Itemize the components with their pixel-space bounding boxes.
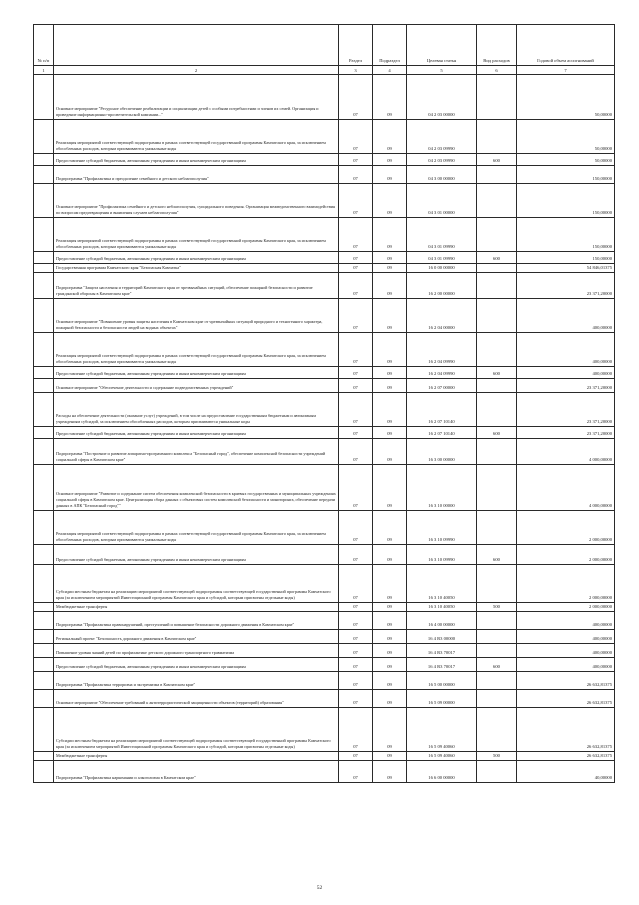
row-section-cell: 07	[339, 166, 373, 184]
row-name-cell: Предоставление субсидий бюджетным, автономным учреждениям и иным некоммерческим организациям	[54, 658, 339, 672]
row-article-cell: 16 4 R3 70017	[407, 644, 477, 658]
table-row	[34, 545, 615, 565]
row-subsection-cell: 09	[373, 252, 407, 264]
table-row	[34, 252, 615, 264]
row-section-cell: 07	[339, 273, 373, 299]
row-subsection-cell: 09	[373, 630, 407, 644]
table-row	[34, 690, 615, 708]
row-section-cell: 07	[339, 264, 373, 273]
row-subsection-cell: 09	[373, 465, 407, 511]
row-subsection-cell: 09	[373, 299, 407, 333]
row-expense-type-cell: 600	[477, 367, 517, 379]
row-subsection-cell: 09	[373, 708, 407, 752]
table-row	[34, 184, 615, 218]
row-expense-type-cell	[477, 273, 517, 299]
header-name	[54, 25, 339, 66]
row-number-cell	[34, 264, 54, 273]
header-amount: Годовой объем ассигнований	[517, 25, 615, 66]
row-number-cell	[34, 465, 54, 511]
row-article-cell: 16 2 07 10140	[407, 393, 477, 427]
row-name-cell: Реализация мероприятий соответствующей подпрограммы в рамках соответствующей государственной программы Камчатского края, за исключением обособленных расходов, которым присваиваются уникальные коды	[54, 333, 339, 367]
row-subsection-cell: 09	[373, 565, 407, 603]
row-name-cell: Основное мероприятие "Обеспечение требований к антитеррористической защищенности объектов (территорий) образования"	[54, 690, 339, 708]
table-row	[34, 672, 615, 690]
row-number-cell	[34, 644, 54, 658]
row-expense-type-cell	[477, 708, 517, 752]
table-row	[34, 379, 615, 393]
row-article-cell: 04 3 00 00000	[407, 166, 477, 184]
table-row	[34, 565, 615, 603]
row-expense-type-cell	[477, 565, 517, 603]
row-section-cell: 07	[339, 393, 373, 427]
row-subsection-cell: 09	[373, 672, 407, 690]
row-section-cell: 07	[339, 761, 373, 783]
row-name-cell: Подпрограмма "Профилактика правонарушений, преступлений и повышение безопасности дорожного движения в Камчатском крае"	[54, 612, 339, 630]
row-amount-cell: 50,00000	[517, 120, 615, 154]
row-number-cell	[34, 708, 54, 752]
row-article-cell: 16 5 00 00000	[407, 672, 477, 690]
row-number-cell	[34, 511, 54, 545]
row-expense-type-cell: 600	[477, 252, 517, 264]
row-section-cell: 07	[339, 120, 373, 154]
row-name-cell: Региональный проект "Безопасность дорожного движения в Камчатском крае"	[54, 630, 339, 644]
row-number-cell	[34, 218, 54, 252]
row-amount-cell: 26 632,81375	[517, 690, 615, 708]
row-name-cell: Субсидии местным бюджетам на реализацию мероприятий соответствующей подпрограммы соответствующей государственной программы Камчатского края (за исключением мероприятий Инвестиционной программы Камчатского края и субсидий, которым присвоены отдельные коды)	[54, 565, 339, 603]
budget-table	[33, 24, 615, 783]
row-number-cell	[34, 367, 54, 379]
row-number-cell	[34, 752, 54, 761]
row-expense-type-cell	[477, 75, 517, 120]
row-amount-cell: 400,00000	[517, 367, 615, 379]
budget-sheet	[33, 24, 614, 850]
row-section-cell: 07	[339, 184, 373, 218]
row-amount-cell: 150,00000	[517, 252, 615, 264]
row-name-cell: Межбюджетные трансферты	[54, 752, 339, 761]
row-name-cell: Основное мероприятие "Ресурсное обеспечение реабилитации и социализации детей с особыми потребностями и членов их семей. Организация и проведение информационно-просветительской кампании..."	[54, 75, 339, 120]
row-expense-type-cell: 600	[477, 154, 517, 166]
row-subsection-cell: 09	[373, 154, 407, 166]
table-row	[34, 218, 615, 252]
row-number-cell	[34, 690, 54, 708]
column-number: 1	[34, 66, 54, 75]
row-subsection-cell: 09	[373, 612, 407, 630]
column-number: 4	[373, 66, 407, 75]
row-article-cell: 16 2 00 00000	[407, 273, 477, 299]
row-name-cell: Основное мероприятие "Профилактика семейного и детского неблагополучия, суицидального поведения. Организация межведомственного взаимодействия по вопросам предотвращения и выявления случаев неблагополучия"	[54, 184, 339, 218]
row-expense-type-cell	[477, 166, 517, 184]
row-expense-type-cell	[477, 393, 517, 427]
row-section-cell: 07	[339, 752, 373, 761]
table-row	[34, 299, 615, 333]
row-number-cell	[34, 166, 54, 184]
row-expense-type-cell: 500	[477, 752, 517, 761]
row-article-cell: 16 2 04 00000	[407, 299, 477, 333]
row-number-cell	[34, 379, 54, 393]
table-row	[34, 393, 615, 427]
row-amount-cell: 2 000,00000	[517, 565, 615, 603]
row-expense-type-cell	[477, 333, 517, 367]
row-subsection-cell: 09	[373, 393, 407, 427]
column-number: 3	[339, 66, 373, 75]
row-expense-type-cell	[477, 630, 517, 644]
header-section: Раздел	[339, 25, 373, 66]
row-number-cell	[34, 672, 54, 690]
row-amount-cell: 23 371,20000	[517, 393, 615, 427]
row-name-cell: Предоставление субсидий бюджетным, автономным учреждениям и иным некоммерческим организациям	[54, 252, 339, 264]
row-expense-type-cell	[477, 120, 517, 154]
row-article-cell: 16 0 00 00000	[407, 264, 477, 273]
row-expense-type-cell	[477, 761, 517, 783]
row-expense-type-cell	[477, 511, 517, 545]
row-expense-type-cell	[477, 184, 517, 218]
row-expense-type-cell	[477, 612, 517, 630]
column-number: 2	[54, 66, 339, 75]
row-article-cell: 04 2 03 00000	[407, 75, 477, 120]
row-name-cell: Основное мероприятие "Развитие и содержание систем обеспечения комплексной безопасности в краевых государственных и муниципальных учреждениях социальной сферы в Камчатском крае. Централизация сбора данных с объектовых систем комплексной безопасности и мониторинга, обеспечение передачи данных в АПК "Безопасный город""	[54, 465, 339, 511]
row-name-cell: Предоставление субсидий бюджетным, автономным учреждениям и иным некоммерческим организациям	[54, 154, 339, 166]
row-amount-cell: 400,00000	[517, 612, 615, 630]
table-row	[34, 273, 615, 299]
header-expense-type: Вид расходов	[477, 25, 517, 66]
row-number-cell	[34, 273, 54, 299]
table-row	[34, 75, 615, 120]
row-article-cell: 16 3 10 40050	[407, 603, 477, 612]
row-section-cell: 07	[339, 465, 373, 511]
row-amount-cell: 150,00000	[517, 166, 615, 184]
header-no: № п/п	[34, 25, 54, 66]
row-subsection-cell: 09	[373, 690, 407, 708]
row-name-cell: Предоставление субсидий бюджетным, автономным учреждениям и иным некоммерческим организациям	[54, 427, 339, 439]
row-number-cell	[34, 439, 54, 465]
row-section-cell: 07	[339, 252, 373, 264]
row-article-cell: 16 3 10 00000	[407, 465, 477, 511]
row-amount-cell: 26 632,81375	[517, 672, 615, 690]
row-expense-type-cell	[477, 264, 517, 273]
row-subsection-cell: 09	[373, 367, 407, 379]
row-article-cell: 16 2 04 09990	[407, 367, 477, 379]
row-section-cell: 07	[339, 333, 373, 367]
row-section-cell: 07	[339, 439, 373, 465]
row-article-cell: 04 3 01 09990	[407, 218, 477, 252]
row-subsection-cell: 09	[373, 218, 407, 252]
row-number-cell	[34, 154, 54, 166]
row-expense-type-cell	[477, 644, 517, 658]
row-number-cell	[34, 545, 54, 565]
row-expense-type-cell: 600	[477, 658, 517, 672]
row-amount-cell: 50,00000	[517, 75, 615, 120]
row-section-cell: 07	[339, 630, 373, 644]
row-number-cell	[34, 252, 54, 264]
row-article-cell: 16 3 10 09990	[407, 511, 477, 545]
row-number-cell	[34, 630, 54, 644]
row-number-cell	[34, 427, 54, 439]
row-article-cell: 16 4 R3 70017	[407, 658, 477, 672]
row-section-cell: 07	[339, 511, 373, 545]
row-subsection-cell: 09	[373, 264, 407, 273]
row-name-cell: Подпрограмма "Профилактика наркомании и алкоголизма в Камчатском крае"	[54, 761, 339, 783]
row-section-cell: 07	[339, 612, 373, 630]
row-section-cell: 07	[339, 545, 373, 565]
row-name-cell: Подпрограмма "Защита населения и территорий Камчатского края от чрезвычайных ситуаций, обеспечение пожарной безопасности и развитие гражданской обороны в Камчатском крае"	[54, 273, 339, 299]
table-row	[34, 658, 615, 672]
row-section-cell: 07	[339, 690, 373, 708]
row-name-cell: Субсидии местным бюджетам на реализацию мероприятий соответствующей подпрограммы соответствующей государственной программы Камчатского края (за исключением мероприятий Инвестиционной программы Камчатского края и субсидий, которым присвоены отдельные коды)	[54, 708, 339, 752]
row-expense-type-cell	[477, 218, 517, 252]
row-expense-type-cell	[477, 672, 517, 690]
row-subsection-cell: 09	[373, 379, 407, 393]
row-article-cell: 16 2 04 09990	[407, 333, 477, 367]
row-article-cell: 16 5 09 40060	[407, 752, 477, 761]
table-row	[34, 603, 615, 612]
row-section-cell: 07	[339, 658, 373, 672]
row-subsection-cell: 09	[373, 273, 407, 299]
row-subsection-cell: 09	[373, 752, 407, 761]
table-row	[34, 427, 615, 439]
row-amount-cell: 40,00000	[517, 761, 615, 783]
row-name-cell: Межбюджетные трансферты	[54, 603, 339, 612]
row-number-cell	[34, 75, 54, 120]
row-article-cell: 16 3 10 40050	[407, 565, 477, 603]
row-subsection-cell: 09	[373, 658, 407, 672]
row-subsection-cell: 09	[373, 545, 407, 565]
row-amount-cell: 2 000,00000	[517, 545, 615, 565]
row-amount-cell: 26 632,81375	[517, 752, 615, 761]
row-number-cell	[34, 603, 54, 612]
row-section-cell: 07	[339, 299, 373, 333]
row-expense-type-cell: 500	[477, 603, 517, 612]
row-subsection-cell: 09	[373, 333, 407, 367]
row-expense-type-cell	[477, 465, 517, 511]
row-amount-cell: 54 846,01375	[517, 264, 615, 273]
row-article-cell: 04 3 01 09990	[407, 252, 477, 264]
row-subsection-cell: 09	[373, 644, 407, 658]
row-article-cell: 16 2 07 00000	[407, 379, 477, 393]
row-article-cell: 16 4 00 00000	[407, 612, 477, 630]
table-row	[34, 154, 615, 166]
row-amount-cell: 2 000,00000	[517, 603, 615, 612]
row-name-cell: Предоставление субсидий бюджетным, автономным учреждениям и иным некоммерческим организациям	[54, 545, 339, 565]
table-row	[34, 264, 615, 273]
row-section-cell: 07	[339, 427, 373, 439]
row-number-cell	[34, 761, 54, 783]
row-section-cell: 07	[339, 644, 373, 658]
row-article-cell: 04 2 03 09990	[407, 154, 477, 166]
row-name-cell: Реализация мероприятий соответствующей подпрограммы в рамках соответствующей государственной программы Камчатского края, за исключением обособленных расходов, которым присваиваются уникальные коды	[54, 511, 339, 545]
row-amount-cell: 23 371,20000	[517, 273, 615, 299]
row-number-cell	[34, 658, 54, 672]
row-subsection-cell: 09	[373, 75, 407, 120]
column-number: 5	[407, 66, 477, 75]
table-row	[34, 333, 615, 367]
row-name-cell: Расходы на обеспечение деятельности (оказание услуг) учреждений, в том числе на предоставление государственным бюджетным и автономным учреждениям субсидий, за исключением обособленных расходов, которым присваиваются уникальные коды	[54, 393, 339, 427]
row-subsection-cell: 09	[373, 184, 407, 218]
row-section-cell: 07	[339, 154, 373, 166]
row-subsection-cell: 09	[373, 439, 407, 465]
table-header-row	[34, 25, 615, 66]
row-section-cell: 07	[339, 379, 373, 393]
row-name-cell: Основное мероприятие "Повышение уровня защиты населения в Камчатском крае от чрезвычайных ситуаций природного и техногенного характера, пожарной безопасности и безопасности людей на водных объектах"	[54, 299, 339, 333]
row-article-cell: 16 6 00 00000	[407, 761, 477, 783]
row-amount-cell: 400,00000	[517, 630, 615, 644]
row-name-cell: Подпрограмма "Профилактика и преодоление семейного и детского неблагополучия"	[54, 166, 339, 184]
row-section-cell: 07	[339, 672, 373, 690]
row-amount-cell: 50,00000	[517, 154, 615, 166]
table-row	[34, 644, 615, 658]
row-amount-cell: 400,00000	[517, 333, 615, 367]
row-subsection-cell: 09	[373, 761, 407, 783]
row-number-cell	[34, 565, 54, 603]
row-name-cell: Государственная программа Камчатского края "Безопасная Камчатка"	[54, 264, 339, 273]
row-subsection-cell: 09	[373, 427, 407, 439]
row-article-cell: 16 3 00 00000	[407, 439, 477, 465]
table-row	[34, 708, 615, 752]
table-row	[34, 612, 615, 630]
row-section-cell: 07	[339, 75, 373, 120]
table-row	[34, 752, 615, 761]
row-amount-cell: 150,00000	[517, 184, 615, 218]
row-article-cell: 16 5 09 40060	[407, 708, 477, 752]
row-article-cell: 04 3 01 00000	[407, 184, 477, 218]
row-amount-cell: 4 000,00000	[517, 465, 615, 511]
row-subsection-cell: 09	[373, 511, 407, 545]
row-name-cell: Подпрограмма "Построение и развитие аппаратно-программного комплекса "Безопасный город", обеспечение комплексной безопасности учреждений социальной сферы в Камчатском крае"	[54, 439, 339, 465]
row-article-cell: 16 5 09 00000	[407, 690, 477, 708]
row-name-cell: Подпрограмма "Профилактика терроризма и экстремизма в Камчатском крае"	[54, 672, 339, 690]
row-amount-cell: 400,00000	[517, 658, 615, 672]
row-name-cell: Реализация мероприятий соответствующей подпрограммы в рамках соответствующей государственной программы Камчатского края, за исключением обособленных расходов, которым присваиваются уникальные коды	[54, 120, 339, 154]
column-number: 7	[517, 66, 615, 75]
row-section-cell: 07	[339, 565, 373, 603]
row-subsection-cell: 09	[373, 603, 407, 612]
row-expense-type-cell	[477, 379, 517, 393]
row-expense-type-cell	[477, 690, 517, 708]
row-amount-cell: 150,00000	[517, 218, 615, 252]
row-amount-cell: 2 000,00000	[517, 511, 615, 545]
row-amount-cell: 400,00000	[517, 299, 615, 333]
row-number-cell	[34, 120, 54, 154]
table-row	[34, 120, 615, 154]
table-row	[34, 761, 615, 783]
row-article-cell: 16 2 07 10140	[407, 427, 477, 439]
row-expense-type-cell: 600	[477, 427, 517, 439]
row-article-cell: 16 3 10 09990	[407, 545, 477, 565]
row-subsection-cell: 09	[373, 166, 407, 184]
row-amount-cell: 26 632,81375	[517, 708, 615, 752]
row-amount-cell: 23 371,20000	[517, 427, 615, 439]
row-section-cell: 07	[339, 708, 373, 752]
table-row	[34, 630, 615, 644]
row-section-cell: 07	[339, 218, 373, 252]
table-row	[34, 439, 615, 465]
row-number-cell	[34, 393, 54, 427]
page-number: 52	[316, 885, 323, 891]
row-number-cell	[34, 299, 54, 333]
row-amount-cell: 400,00000	[517, 644, 615, 658]
table-row	[34, 166, 615, 184]
column-number-row	[34, 66, 615, 75]
row-article-cell: 16 4 R3 00000	[407, 630, 477, 644]
header-article: Целевая статья	[407, 25, 477, 66]
row-name-cell: Предоставление субсидий бюджетным, автономным учреждениям и иным некоммерческим организациям	[54, 367, 339, 379]
row-amount-cell: 23 371,20000	[517, 379, 615, 393]
row-article-cell: 04 2 03 09990	[407, 120, 477, 154]
row-number-cell	[34, 184, 54, 218]
row-amount-cell: 4 000,00000	[517, 439, 615, 465]
table-row	[34, 367, 615, 379]
table-row	[34, 511, 615, 545]
header-subsection: Подраздел	[373, 25, 407, 66]
row-name-cell: Повышение уровня знаний детей по профилактике детского дорожного транспортного травматизма	[54, 644, 339, 658]
row-name-cell: Реализация мероприятий соответствующей подпрограммы в рамках соответствующей государственной программы Камчатского края, за исключением обособленных расходов, которым присваиваются уникальные коды	[54, 218, 339, 252]
table-row	[34, 465, 615, 511]
row-section-cell: 07	[339, 367, 373, 379]
row-subsection-cell: 09	[373, 120, 407, 154]
row-expense-type-cell: 600	[477, 545, 517, 565]
row-number-cell	[34, 612, 54, 630]
column-number: 6	[477, 66, 517, 75]
row-expense-type-cell	[477, 299, 517, 333]
row-name-cell: Основное мероприятие "Обеспечение деятельности и содержание подведомственных учреждений"	[54, 379, 339, 393]
row-section-cell: 07	[339, 603, 373, 612]
row-number-cell	[34, 333, 54, 367]
row-expense-type-cell	[477, 439, 517, 465]
